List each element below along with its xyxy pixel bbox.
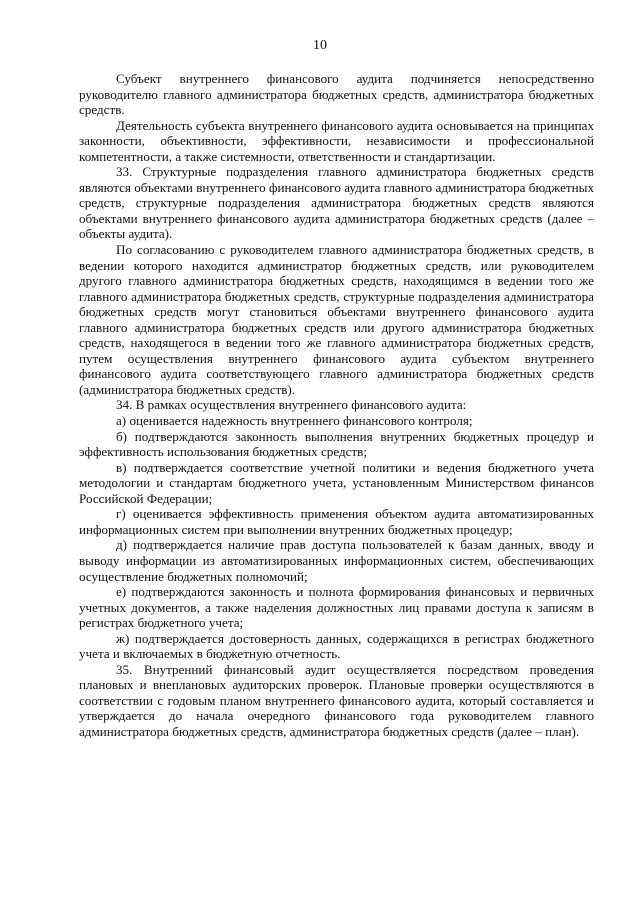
- paragraph-audit-principles: Деятельность субъекта внутреннего финансового аудита основывается на принципах законности, объективности, эффективности, независимости и профессиональной компетентности, а также системности, ответственности и стандартизации.: [79, 117, 594, 164]
- list-item-zh: ж) подтверждается достоверность данных, содержащихся в регистрах бюджетного учета и включаемых в бюджетную отчетность.: [79, 630, 594, 662]
- paragraph-34-intro: 34. В рамках осуществления внутреннего финансового аудита:: [116, 397, 467, 413]
- list-item-b: б) подтверждаются законность выполнения внутренних бюджетных процедур и эффективность использования бюджетных средств;: [79, 428, 594, 460]
- page-number: 10: [313, 38, 327, 53]
- paragraph-33-audit-objects: 33. Структурные подразделения главного администратора бюджетных средств являются объектами внутреннего финансового аудита главного администратора бюджетных средств, структурные подразделения администратора бюджетных средств являются объектами внутреннего финансового аудита администратора бюджетных средств (далее – объекты аудита).: [79, 164, 594, 242]
- paragraph-35-audit-procedure: 35. Внутренний финансовый аудит осуществляется посредством проведения плановых и внеплановых аудиторских проверок. Плановые проверки осуществляются в соответствии с годовым планом внутреннего финансового аудита, который составляется и утверждается до начала очередного финансового года руководителем главного администратора бюджетных средств, администратора бюджетных средств (далее – план).: [79, 661, 594, 739]
- list-item-d: д) подтверждается наличие прав доступа пользователей к базам данных, вводу и выводу информации из автоматизированных информационных систем, обеспечивающих осуществление бюджетных полномочий;: [79, 537, 594, 584]
- list-item-g: г) оценивается эффективность применения объектом аудита автоматизированных информационных систем при выполнении внутренних бюджетных процедур;: [79, 506, 594, 537]
- paragraph-agreement-objects: По согласованию с руководителем главного администратора бюджетных средств, в ведении которого находится администратор бюджетных средств, или руководителем другого главного администратора бюджетных средств, находящимся в ведении того же главного администратора бюджетных средств, структурные подразделения администратора бюджетных средств могут становиться объектами внутреннего финансового аудита главного администратора бюджетных средств или другого администратора бюджетных средств, находящегося в ведении того же главного администратора бюджетных средств, путем осуществления внутреннего финансового аудита субъектом внутреннего финансового аудита соответствующего главного администратора бюджетных средств (администратора бюджетных средств).: [79, 242, 594, 397]
- list-item-v: в) подтверждается соответствие учетной политики и ведения бюджетного учета методологии и стандартам бюджетного учета, установленным Министерством финансов Российской Федерации;: [79, 459, 594, 506]
- list-item-a: а) оценивается надежность внутреннего финансового контроля;: [116, 413, 473, 429]
- list-item-e: е) подтверждаются законность и полнота формирования финансовых и первичных учетных документов, а также наделения должностных лиц правами доступа к записям в регистрах бюджетного учета;: [79, 584, 594, 631]
- paragraph-auditor-subordination: Субъект внутреннего финансового аудита подчиняется непосредственно руководителю главного администратора бюджетных средств, администратора бюджетных средств.: [79, 71, 594, 118]
- document-body: [79, 71, 594, 740]
